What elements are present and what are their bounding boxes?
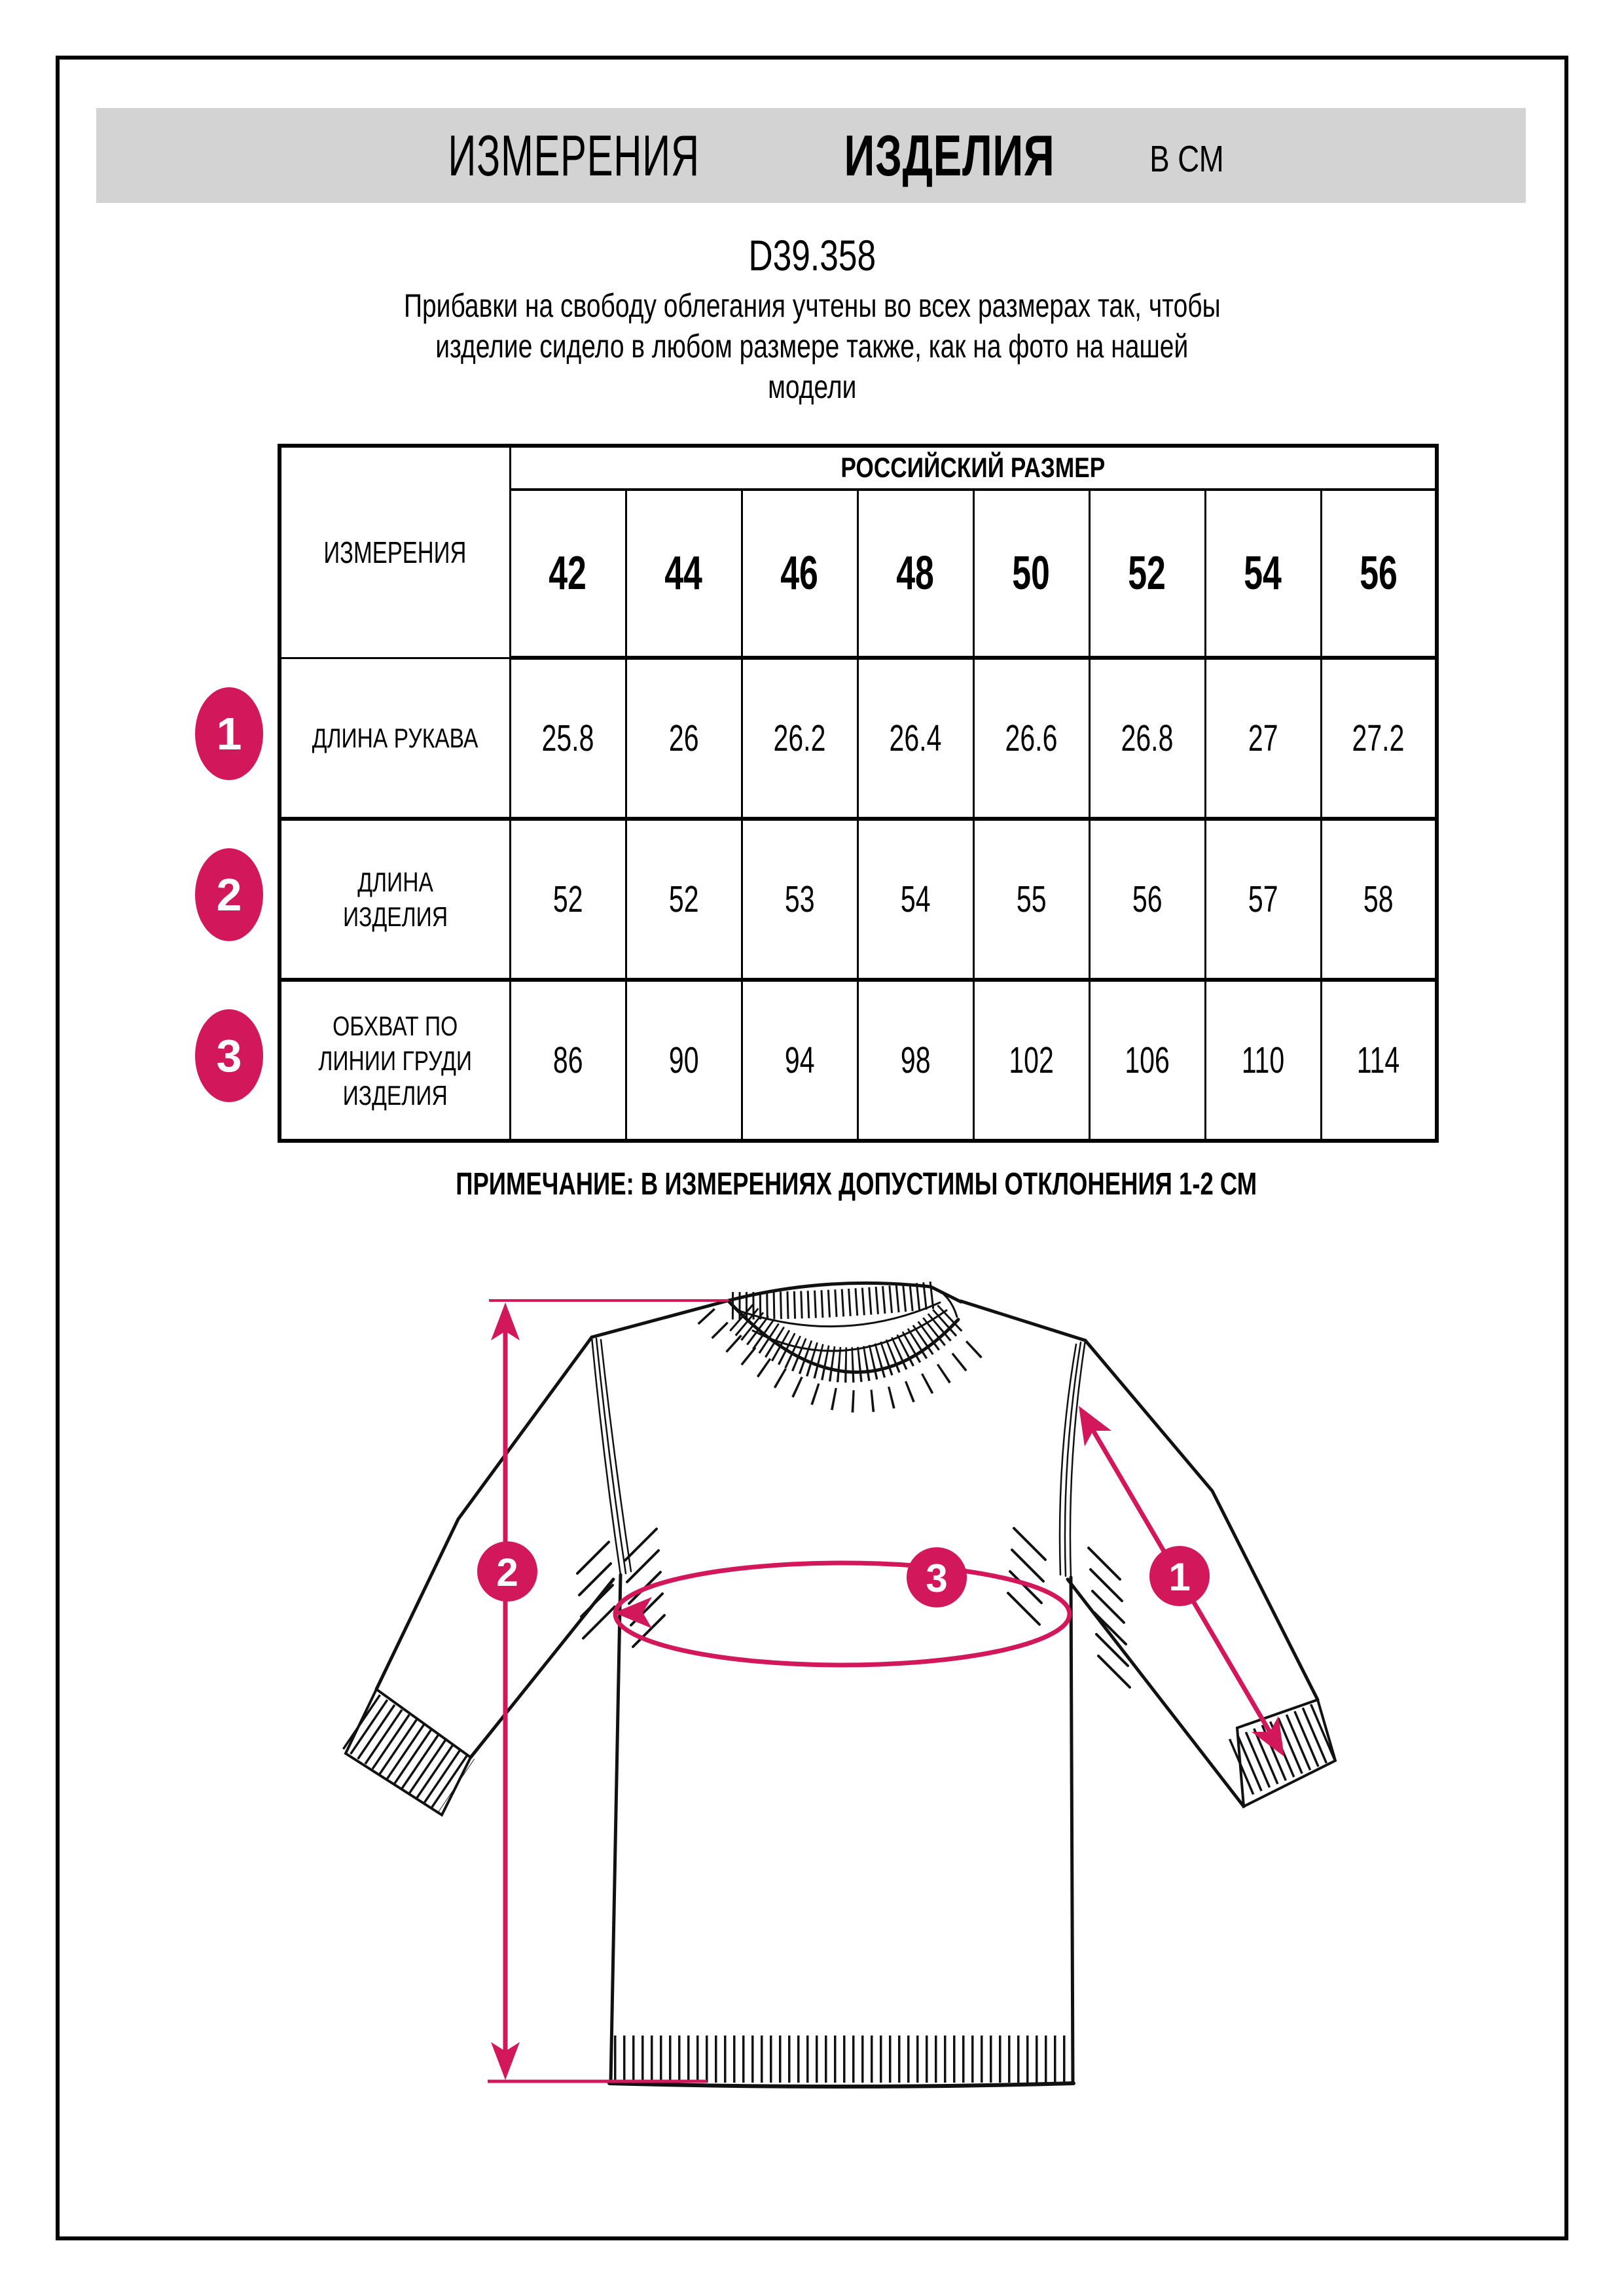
row-label-sleeve-length: ДЛИНА РУКАВА	[280, 658, 510, 819]
size-column-52: 52	[1089, 490, 1205, 658]
size-column-54: 54	[1205, 490, 1321, 658]
diagram-marker-2	[477, 1541, 537, 1602]
right-armhole-seam	[1060, 1340, 1085, 1577]
left-sleeve-underside	[471, 1579, 613, 1757]
tolerance-note: ПРИМЕЧАНИЕ: В ИЗМЕРЕНИЯХ ДОПУСТИМЫ ОТКЛОНЕНИЯ 1-2 СМ	[456, 1167, 1257, 1202]
chest-girth-ellipse	[615, 1563, 1070, 1665]
value-cell: 114	[1321, 980, 1437, 1141]
dimension-annotations	[477, 1300, 1284, 2081]
size-column-46: 46	[742, 490, 857, 658]
collar-opening-top	[740, 1302, 940, 1327]
value-cell: 58	[1321, 819, 1437, 980]
row-marker-1: 1	[195, 687, 263, 780]
right-shoulder-line	[961, 1301, 1085, 1340]
value-cell: 110	[1205, 980, 1321, 1141]
fit-note-line-1: Прибавки на свободу облегания учтены во всех размерах так, чтобы	[403, 287, 1221, 324]
value-cell: 53	[742, 819, 857, 980]
left-cuff-ribbing	[361, 1721, 456, 1786]
size-group-header: РОССИЙСКИЙ РАЗМЕР	[510, 446, 1437, 490]
value-cell: 90	[626, 980, 742, 1141]
value-cell: 86	[510, 980, 626, 1141]
row-marker-3: 3	[195, 1009, 263, 1102]
size-column-48: 48	[857, 490, 973, 658]
left-cuff-outline	[346, 1689, 471, 1815]
fit-note-line-3: модели	[767, 368, 857, 405]
row-marker-2: 2	[195, 848, 263, 941]
page-title-product: ИЗДЕЛИЯ	[844, 122, 1055, 188]
svg-text:1: 1	[1168, 1555, 1191, 1599]
svg-text:2: 2	[496, 1551, 518, 1594]
garment-drawing	[346, 1283, 1335, 2087]
model-code: D39.358	[748, 231, 876, 279]
value-cell: 27.2	[1321, 658, 1437, 819]
value-cell: 54	[857, 819, 973, 980]
page-title-measurements: ИЗМЕРЕНИЯ	[448, 122, 700, 188]
value-cell: 98	[857, 980, 973, 1141]
body-right-edge	[1071, 1577, 1073, 2083]
value-cell: 52	[510, 819, 626, 980]
value-cell: 27	[1205, 658, 1321, 819]
value-cell: 26.4	[857, 658, 973, 819]
body-left-edge	[611, 1575, 621, 2083]
value-cell: 26.6	[973, 658, 1089, 819]
right-sleeve-underside	[1068, 1579, 1244, 1806]
size-column-56: 56	[1321, 490, 1437, 658]
row-label-product-length: ДЛИНА ИЗДЕЛИЯ	[280, 819, 510, 980]
diagram-marker-3	[907, 1547, 967, 1607]
value-cell: 55	[973, 819, 1089, 980]
right-cuff-ribbing	[1240, 1731, 1326, 1767]
value-cell: 26	[626, 658, 742, 819]
svg-text:3: 3	[926, 1556, 948, 1600]
hem-bottom-edge	[609, 2083, 1074, 2087]
left-armhole-seam	[592, 1337, 631, 1575]
size-column-42: 42	[510, 490, 626, 658]
value-cell: 26.8	[1089, 658, 1205, 819]
value-cell: 106	[1089, 980, 1205, 1141]
collar-back-ribbing	[732, 1295, 937, 1306]
measurements-header-cell: ИЗМЕРЕНИЯ	[280, 446, 510, 658]
row-label-chest-girth: ОБХВАТ ПО ЛИНИИ ГРУДИ ИЗДЕЛИЯ	[280, 980, 510, 1141]
value-cell: 25.8	[510, 658, 626, 819]
value-cell: 56	[1089, 819, 1205, 980]
value-cell: 94	[742, 980, 857, 1141]
value-cell: 26.2	[742, 658, 857, 819]
left-shoulder-line	[592, 1300, 729, 1337]
value-cell: 57	[1205, 819, 1321, 980]
fit-note-line-2: изделие сидело в любом размере также, как на фото на нашей	[435, 328, 1189, 365]
page-title-units: В СМ	[1149, 137, 1224, 180]
sleeve-arrowhead-top	[1079, 1406, 1111, 1446]
value-cell: 52	[626, 819, 742, 980]
size-column-50: 50	[973, 490, 1089, 658]
left-sleeve-top-edge	[376, 1337, 592, 1689]
diagram-marker-1	[1149, 1546, 1210, 1606]
size-column-44: 44	[626, 490, 742, 658]
value-cell: 102	[973, 980, 1089, 1141]
